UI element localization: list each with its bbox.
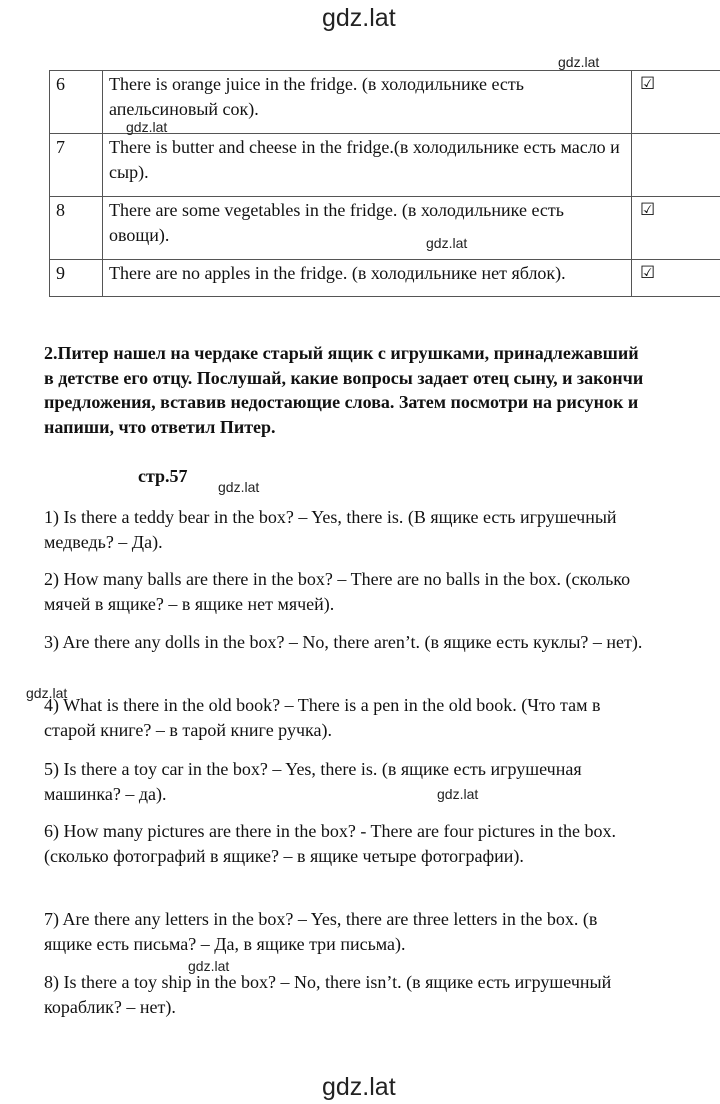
task-instruction: 2.Питер нашел на чердаке старый ящик с игрушками, принадлежавший в детстве его отцу. Послушай, какие вопросы задает отец сыну, и закончи предложения, вставив недостающие слова. Затем посмотри на рисунок и напиши, что ответил Питер. [44,343,644,437]
table-row [50,260,720,297]
answer-1: 1) Is there a teddy bear in the box? – Yes, there is. (В ящике есть игрушечный медведь? – Да). [44,507,617,552]
row-number: 7 [50,134,103,197]
watermark-answer5: gdz.lat [437,786,479,802]
row-text: There are some vegetables in the fridge. (в холодильнике есть овощи). [103,197,632,260]
row-text: There is butter and cheese in the fridge.(в холодильнике есть масло и сыр). [103,134,632,197]
row-number: 9 [50,260,103,297]
watermark-table-row8: gdz.lat [426,235,468,251]
watermark-answer4: gdz.lat [26,685,68,701]
answer-4: 4) What is there in the old book? – There is a pen in the old book. (Что там в старой книге? – в тарой книге ручка). [44,695,601,740]
checkbox-checked-icon: ☑ [632,197,720,260]
answer-5: 5) Is there a toy car in the box? – Yes, there is. (в ящике есть игрушечная машинка? – да). [44,759,582,804]
checkbox-empty-cell [632,134,720,197]
answer-6: 6) How many pictures are there in the box? - There are four pictures in the box. (сколько фотографий в ящике? – в ящике четыре фотографии). [44,821,616,866]
watermark-table-top: gdz.lat [558,54,600,70]
answer-7: 7) Are there any letters in the box? – Yes, there are three letters in the box. (в ящике есть письма? – Да, в ящике три письма). [44,909,598,954]
row-text: There is orange juice in the fridge. (в холодильнике есть апельсиновый сок). [103,71,632,134]
answer-3: 3) Are there any dolls in the box? – No, there aren’t. (в ящике есть куклы? – нет). [44,632,643,652]
checkbox-checked-icon: ☑ [632,71,720,134]
checkbox-checked-icon: ☑ [632,260,720,297]
row-text: There are no apples in the fridge. (в холодильнике нет яблок). [103,260,632,297]
watermark-header: gdz.lat [322,4,396,32]
table-row [50,134,720,197]
table-row [50,197,720,260]
watermark-table-row6: gdz.lat [126,119,168,135]
answer-2: 2) How many balls are there in the box? – There are no balls in the box. (сколько мячей в ящике? – в ящике нет мячей). [44,569,631,614]
answer-table [49,70,684,297]
page-reference: стр.57 [138,466,188,486]
watermark-footer: gdz.lat [322,1073,396,1101]
row-number: 8 [50,197,103,260]
answer-8: 8) Is there a toy ship in the box? – No, there isn’t. (в ящике есть игрушечный кораблик? – нет). [44,972,612,1017]
watermark-answer8: gdz.lat [188,958,230,974]
watermark-near-page-ref: gdz.lat [218,479,260,495]
row-number: 6 [50,71,103,134]
